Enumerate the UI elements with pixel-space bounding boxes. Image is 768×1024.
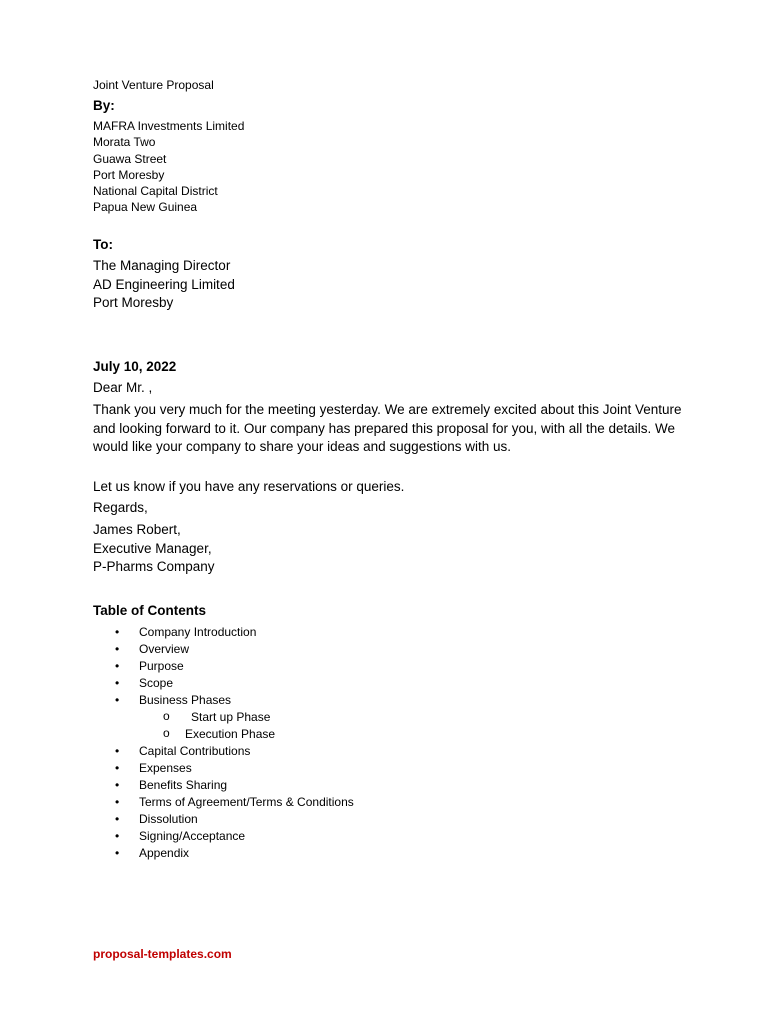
- sender-line: Port Moresby: [93, 167, 165, 182]
- signature-line: Executive Manager,: [93, 540, 212, 556]
- by-label: By:: [93, 98, 115, 113]
- hollow-bullet-icon: o: [163, 709, 170, 723]
- bullet-icon: •: [115, 829, 120, 843]
- recipient-line: The Managing Director: [93, 258, 231, 273]
- bullet-icon: •: [115, 642, 120, 656]
- toc-item: • Benefits Sharing: [115, 778, 228, 792]
- signature-line: P-Pharms Company: [93, 559, 215, 575]
- sender-line: Morata Two: [93, 135, 156, 150]
- recipient-line: AD Engineering Limited: [93, 276, 235, 292]
- signature-block: [93, 521, 215, 577]
- footer-link[interactable]: proposal-templates.com: [93, 947, 232, 961]
- toc-item: • Capital Contributions: [115, 744, 251, 758]
- toc-sub-item: o Start up Phase: [163, 709, 271, 724]
- bullet-icon: •: [115, 676, 120, 690]
- closing-line: Let us know if you have any reservations or queries.: [93, 479, 405, 494]
- salutation: Dear Mr. ,: [93, 380, 153, 395]
- body-paragraph: Thank you very much for the meeting yesterday. We are extremely excited about this Joint Venture and looking forward to it. Our company has prepared this proposal for you, with all the details. We would like your company to share your ideas and suggestions with us.: [93, 402, 682, 455]
- toc-sub-item: o Execution Phase: [163, 726, 276, 741]
- bullet-icon: •: [115, 812, 120, 826]
- toc-item: • Dissolution: [115, 812, 198, 826]
- toc-item: • Expenses: [115, 761, 192, 775]
- toc-item: • Company Introduction: [115, 625, 257, 639]
- toc-item: • Purpose: [115, 659, 184, 673]
- toc-item: • Appendix: [115, 846, 190, 860]
- toc-title: Table of Contents: [93, 603, 206, 618]
- toc-item: • Signing/Acceptance: [115, 829, 246, 843]
- toc-item: • Business Phases o Start up Phase o Execution Phase: [93, 692, 354, 743]
- letter-date: July 10, 2022: [93, 359, 177, 374]
- signature-line: James Robert,: [93, 522, 181, 537]
- bullet-icon: •: [115, 693, 120, 707]
- table-of-contents: [93, 602, 354, 862]
- toc-item: • Scope: [115, 676, 174, 690]
- toc-list: [93, 624, 354, 862]
- toc-sub-list: [139, 709, 354, 743]
- toc-item: • Overview: [115, 642, 190, 656]
- toc-item: • Terms of Agreement/Terms & Conditions: [115, 795, 354, 809]
- bullet-icon: •: [115, 795, 120, 809]
- bullet-icon: •: [115, 761, 120, 775]
- bullet-icon: •: [115, 625, 120, 639]
- to-label: To:: [93, 237, 113, 252]
- doc-title: Joint Venture Proposal: [93, 78, 214, 92]
- recipient-address: [93, 257, 235, 313]
- recipient-line: Port Moresby: [93, 295, 174, 311]
- bullet-icon: •: [115, 846, 120, 860]
- sender-address: [93, 118, 244, 216]
- bullet-icon: •: [115, 744, 120, 758]
- bullet-icon: •: [115, 778, 120, 792]
- hollow-bullet-icon: o: [163, 726, 170, 740]
- sender-line: National Capital District: [93, 184, 218, 199]
- sender-line: Papua New Guinea: [93, 200, 198, 215]
- regards: Regards,: [93, 500, 148, 515]
- sender-line: MAFRA Investments Limited: [93, 119, 245, 133]
- sender-line: Guawa Street: [93, 151, 167, 166]
- bullet-icon: •: [115, 659, 120, 673]
